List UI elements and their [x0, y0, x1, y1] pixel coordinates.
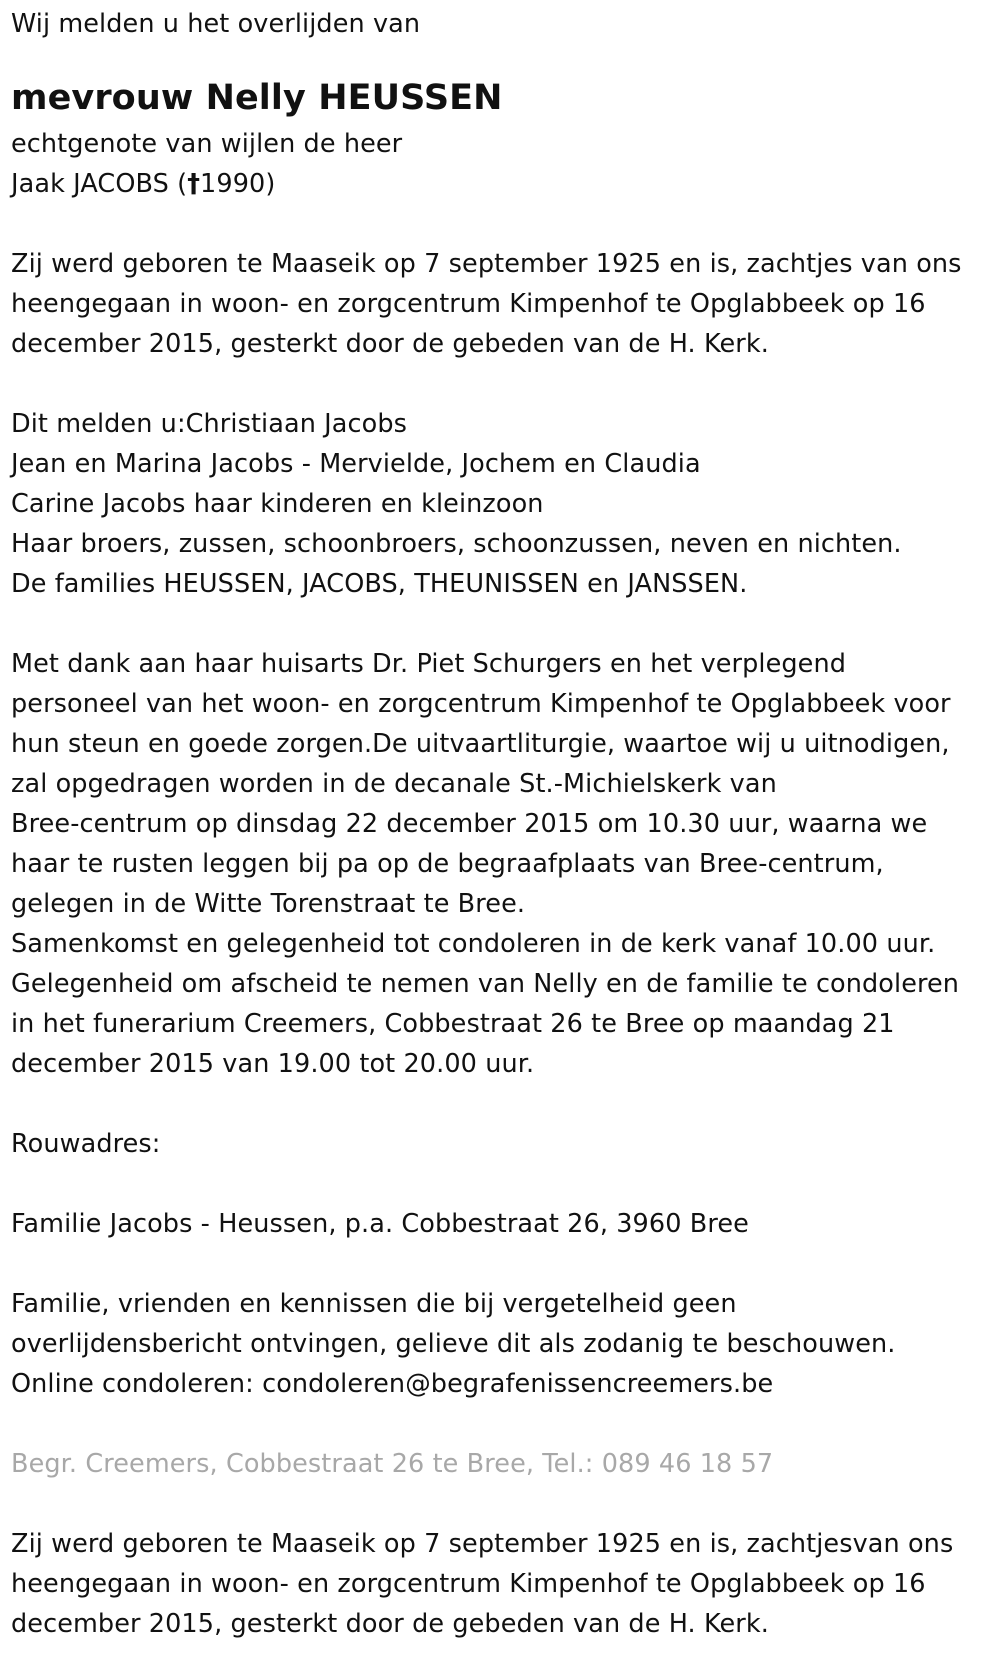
- rouwadres-label: Rouwadres:: [11, 1129, 161, 1159]
- paragraph-line: overlijdensbericht ontvingen, gelieve dit als zodanig te beschouwen.: [11, 1329, 896, 1359]
- paragraph-line: Samenkomst en gelegenheid tot condoleren in de kerk vanaf 10.00 uur.: [11, 929, 936, 959]
- family-line: De families HEUSSEN, JACOBS, THEUNISSEN en JANSSEN.: [11, 569, 748, 599]
- spouse-line-2: [11, 164, 1000, 204]
- paragraph-line: december 2015 van 19.00 tot 20.00 uur.: [11, 1049, 535, 1079]
- rouwadres-address: Familie Jacobs - Heussen, p.a. Cobbestraat 26, 3960 Bree: [11, 1209, 749, 1239]
- family-line: Carine Jacobs haar kinderen en kleinzoon: [11, 489, 544, 519]
- paragraph-line: Met dank aan haar huisarts Dr. Piet Schurgers en het verplegend: [11, 649, 847, 679]
- paragraph-line: Gelegenheid om afscheid te nemen van Nelly en de familie te condoleren: [11, 969, 960, 999]
- paragraph-line: haar te rusten leggen bij pa op de begraafplaats van Bree-centrum,: [11, 849, 884, 879]
- family-line: Jean en Marina Jacobs - Mervielde, Jochem en Claudia: [11, 449, 701, 479]
- paragraph-line: heengegaan in woon- en zorgcentrum Kimpenhof te Opglabbeek op 16: [11, 289, 926, 319]
- paragraph-line: Zij werd geboren te Maaseik op 7 september 1925 en is, zachtjes van ons: [11, 249, 962, 279]
- online-condolence-line: Online condoleren: condoleren@begrafenissencreemers.be: [11, 1369, 774, 1399]
- paragraph-line: december 2015, gesterkt door de gebeden van de H. Kerk.: [11, 1609, 769, 1639]
- spouse-name: Jaak JACOBS (: [11, 169, 188, 199]
- family-line: Haar broers, zussen, schoonbroers, schoonzussen, neven en nichten.: [11, 529, 902, 559]
- cross-icon: †: [187, 169, 201, 199]
- closing-paragraph: [11, 1284, 1000, 1404]
- paragraph-line: in het funerarium Creemers, Cobbestraat 26 te Bree op maandag 21: [11, 1009, 895, 1039]
- paragraph-line: hun steun en goede zorgen.De uitvaartliturgie, waartoe wij u uitnodigen,: [11, 729, 950, 759]
- undertaker-info: Begr. Creemers, Cobbestraat 26 te Bree, Tel.: 089 46 18 57: [11, 1449, 774, 1479]
- deceased-name: mevrouw Nelly HEUSSEN: [11, 78, 503, 118]
- paragraph-line: personeel van het woon- en zorgcentrum Kimpenhof te Opglabbeek voor: [11, 689, 951, 719]
- paragraph-line: december 2015, gesterkt door de gebeden van de H. Kerk.: [11, 329, 769, 359]
- service-paragraph: [11, 644, 1000, 1084]
- intro-text: Wij melden u het overlijden van: [11, 9, 421, 39]
- paragraph-line: Zij werd geboren te Maaseik op 7 september 1925 en is, zachtjesvan ons: [11, 1529, 954, 1559]
- birth-paragraph: [11, 244, 1000, 364]
- spouse-death-year: 1990): [200, 169, 276, 199]
- spouse-line-1: echtgenote van wijlen de heer: [11, 129, 403, 159]
- family-list: [11, 404, 1000, 604]
- paragraph-line: heengegaan in woon- en zorgcentrum Kimpenhof te Opglabbeek op 16: [11, 1569, 926, 1599]
- paragraph-line: Bree-centrum op dinsdag 22 december 2015 om 10.30 uur, waarna we: [11, 809, 928, 839]
- repeat-paragraph: [11, 1524, 1000, 1644]
- paragraph-line: Familie, vrienden en kennissen die bij vergetelheid geen: [11, 1289, 737, 1319]
- paragraph-line: gelegen in de Witte Torenstraat te Bree.: [11, 889, 526, 919]
- family-line: Dit melden u:Christiaan Jacobs: [11, 409, 407, 439]
- paragraph-line: zal opgedragen worden in de decanale St.-Michielskerk van: [11, 769, 777, 799]
